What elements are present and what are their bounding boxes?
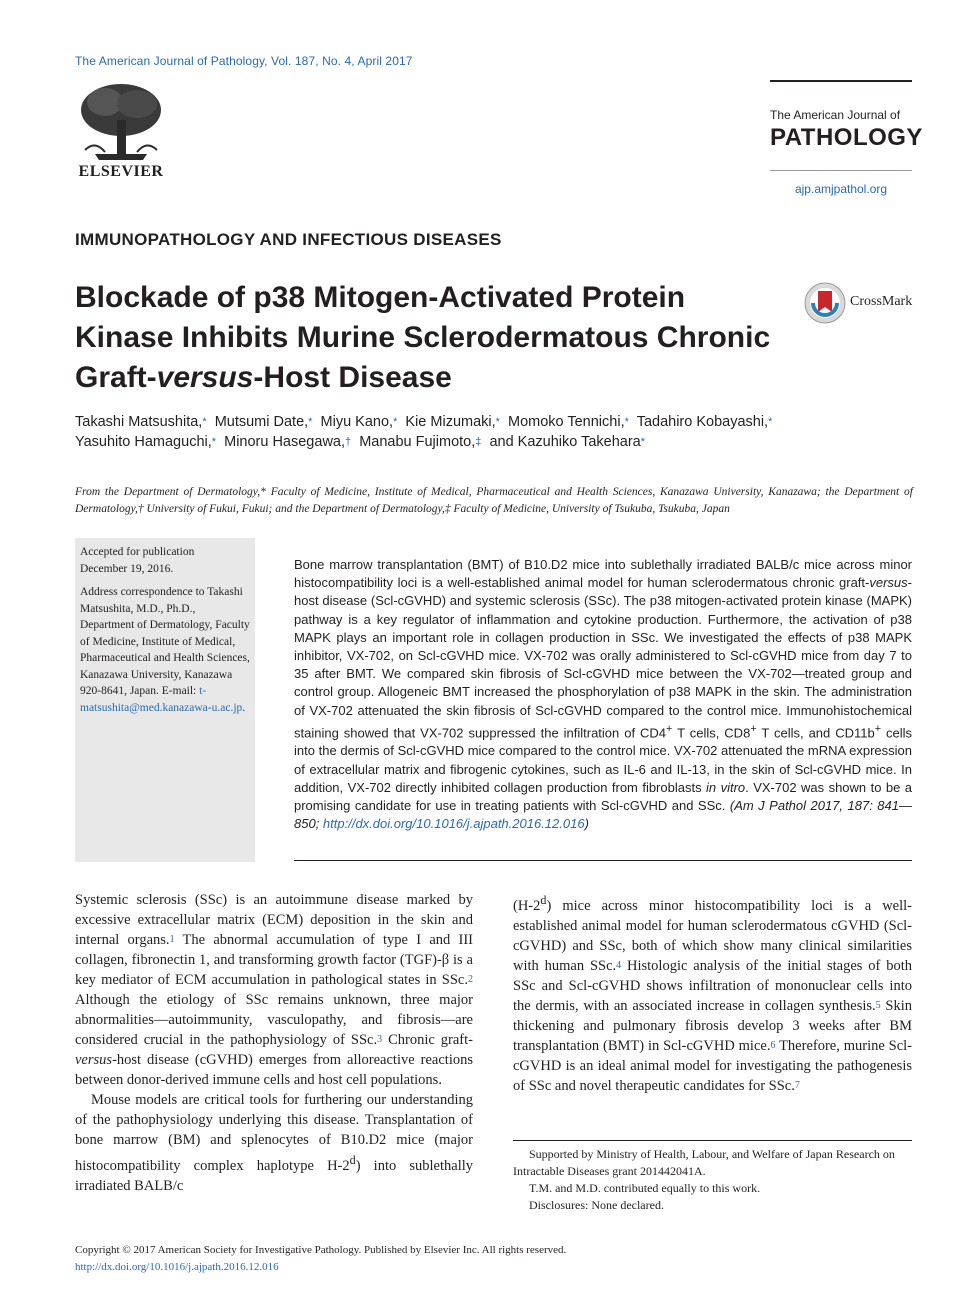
accepted-label: Accepted for publication <box>80 546 195 558</box>
title-italic: versus <box>156 361 254 394</box>
elsevier-wordmark: ELSEVIER <box>78 163 164 180</box>
disclosures-note: Disclosures: None declared. <box>529 1198 664 1212</box>
section-heading: IMMUNOPATHOLOGY AND INFECTIOUS DISEASES <box>75 230 502 249</box>
journal-name-small: The American Journal of <box>770 108 901 122</box>
body-paragraph: Mouse models are critical tools for furthering our understanding of the pathophysiology underlying this disease. Transplantation of bone marrow (BM) and splenocytes of B10.D2 mice (major histocompatibility complex haplotype H-2$^d$) into sublethally irradiated BALB/c <box>75 1092 474 1194</box>
funding-note: Supported by Ministry of Health, Labour, and Welfare of Japan Research on Intractable Diseases grant 201442041A. <box>513 1147 895 1178</box>
abstract-rule <box>294 860 912 861</box>
reference-link[interactable]: 5 <box>875 999 881 1011</box>
abstract: Bone marrow transplantation (BMT) of B10.D2 mice into sublethally irradiated BALB/c mice across minor histocompatibility loci is a well-established animal model for human sclerodermatous chronic graft-versus-host disease (Scl-cGVHD) and systemic sclerosis (SSc). The p38 mitogen-activated protein kinase (MAPK) pathway is a key regulator of inflammation and cytokine production. Furthermore, the activation of p38 MAPK plays an important role in collagen production in SSc. We investigated the effects of p38 MAPK inhibitor, VX-702, on Scl-cGVHD mice. VX-702 was orally administered to Scl-cGVHD mice from day 7 to 35 after BMT. We compared skin fibrosis of Scl-cGVHD mice between the VX-702—treated group and control group. Allogeneic BMT increased the phosphorylation of p38 MAPK in the skin. The administration of VX-702 attenuated the skin fibrosis of Scl-cGVHD compared to the control mice. Immunohistochemical staining showed that VX-702 suppressed the infiltration of CD4+ T cells, CD8+ T cells, and CD11b+ cells into the dermis of Scl-cGVHD mice compared to the control mice. VX-702 attenuated the mRNA expression of extracellular matrix and fibrogenic cytokines, such as IL-6 and IL-13, in the skin of Scl-cGVHD mice. In addition, VX-702 directly inhibited collagen production from fibroblasts in vitro. VX-702 was shown to be a promising candidate for use in treating patients with Scl-cGVHD and SSc. (Am J Pathol 2017, 187: 841—850; http://dx.doi.org/10.1016/j.ajpath.2016.12.016) <box>294 557 913 832</box>
author[interactable]: Minoru Hasegawa,† <box>224 434 352 450</box>
brand-rule <box>770 80 912 82</box>
accepted-date: December 19, 2016. <box>80 562 174 575</box>
author[interactable]: Miyu Kano,* <box>320 414 398 430</box>
author[interactable]: Manabu Fujimoto,‡ <box>359 434 482 450</box>
reference-link[interactable]: 6 <box>770 1039 776 1051</box>
crossmark-label[interactable]: CrossMark <box>850 294 913 309</box>
article-info-text <box>80 544 252 716</box>
author[interactable]: Kie Mizumaki,* <box>405 414 500 430</box>
author-list <box>75 412 915 452</box>
reference-link[interactable]: 4 <box>616 959 622 971</box>
journal-citation[interactable]: The American Journal of Pathology, Vol. 187, No. 4, April 2017 <box>75 54 413 68</box>
equal-contribution-note: T.M. and M.D. contributed equally to this work. <box>529 1181 761 1195</box>
title-part2: -Host Disease <box>253 361 452 394</box>
copyright-footer <box>75 1242 775 1276</box>
reference-link[interactable]: 2 <box>468 974 473 985</box>
journal-url-link[interactable]: ajp.amjpathol.org <box>794 182 888 196</box>
abstract-citation: (Am J Pathol 2017, 187: 841—850; <box>294 797 912 832</box>
body-column-left <box>75 890 473 1196</box>
author[interactable]: Tadahiro Kobayashi,* <box>636 414 773 430</box>
author[interactable]: Takashi Matsushita,* <box>75 414 207 430</box>
footnotes <box>513 1146 912 1214</box>
email-link[interactable]: t-matsushita@med.kanazawa-u.ac.jp <box>80 685 243 714</box>
affiliations: From the Department of Dermatology,* Faculty of Medicine, Institute of Medical, Pharmaceutical and Health Sciences, Kanazawa University, Kanazawa; the Department of Dermatology,† University of Fukui, Fukui; and the Department of Dermatology,‡ Faculty of Medicine, University of Tsukuba, Tsukuba, Japan <box>75 486 913 515</box>
author[interactable]: Yasuhito Hamaguchi,* <box>75 434 217 450</box>
journal-name-big: PATHOLOGY <box>770 124 923 151</box>
correspondence: Address correspondence to Takashi Matsushita, M.D., Ph.D., Department of Dermatology, Faculty of Medicine, Institute of Medical, Pharmaceutical and Health Sciences, Kanazawa University, Kanazawa 920-8641, Japan. E-mail: t-matsushita@med.kanazawa-u.ac.jp. <box>80 586 250 714</box>
brand-rule-bottom <box>770 170 912 171</box>
title-part1: Blockade of p38 Mitogen-Activated Protein Kinase Inhibits Murine Sclerodermatous Chronic Graft- <box>75 281 771 394</box>
reference-link[interactable]: 1 <box>169 934 175 945</box>
author[interactable]: Momoko Tennichi,* <box>508 414 629 430</box>
reference-link[interactable]: 7 <box>794 1079 800 1091</box>
abstract-doi-link[interactable]: http://dx.doi.org/10.1016/j.ajpath.2016.12.016 <box>322 816 585 832</box>
body-paragraph: (H-2$^d$) mice across minor histocompatibility loci is a well-established animal model for human sclerodermatous cGVHD (Scl-cGVHD) and SSc, both of which show many clinical similarities with human SSc.$^4$ Histologic analysis of the initial stages of both SSc and Scl-cGVHD shows infiltration of mononuclear cells into the dermis, with an associated increase in collagen synthesis.$^5$ Skin thickening and pulmonary fibrosis develop 3 weeks after BM transplantation (BMT) in Scl-cGVHD mice.$^6$ Therefore, murine Scl-cGVHD is an ideal animal model for investigating the pathogenesis of SSc and novel therapeutic candidates for SSc.$^7$ <box>513 893 912 1094</box>
copyright-text: Copyright © 2017 American Society for Investigative Pathology. Published by Elsevier Inc. All rights reserved. <box>75 1244 567 1256</box>
reference-link[interactable]: 3 <box>377 1034 383 1045</box>
crossmark-icon[interactable] <box>804 282 846 324</box>
footer-doi-link[interactable]: http://dx.doi.org/10.1016/j.ajpath.2016.12.016 <box>75 1261 279 1273</box>
body-paragraph: Systemic sclerosis (SSc) is an autoimmune disease marked by excessive extracellular matrix (ECM) deposition in the skin and internal organs.$^1$ The abnormal accumulation of type I and III collagen, fibronectin 1, and transforming growth factor (TGF)-β is a key mediator of ECM accumulation in pathological states in SSc.$^2$ Although the etiology of SSc remains unknown, three major abnormalities—autoimmunity, vasculopathy, and fibrosis—are considered crucial in the pathophysiology of SSc.$^3$ Chronic graft-versus-host disease (cGVHD) emerges from alloreactive reactions between donor-derived immune cells and host cell populations. <box>75 892 473 1088</box>
footnote-rule <box>513 1140 912 1141</box>
author[interactable]: and Kazuhiko Takehara* <box>489 434 646 450</box>
author[interactable]: Mutsumi Date,* <box>214 414 313 430</box>
article-title <box>75 278 775 398</box>
body-column-right <box>513 890 912 1096</box>
